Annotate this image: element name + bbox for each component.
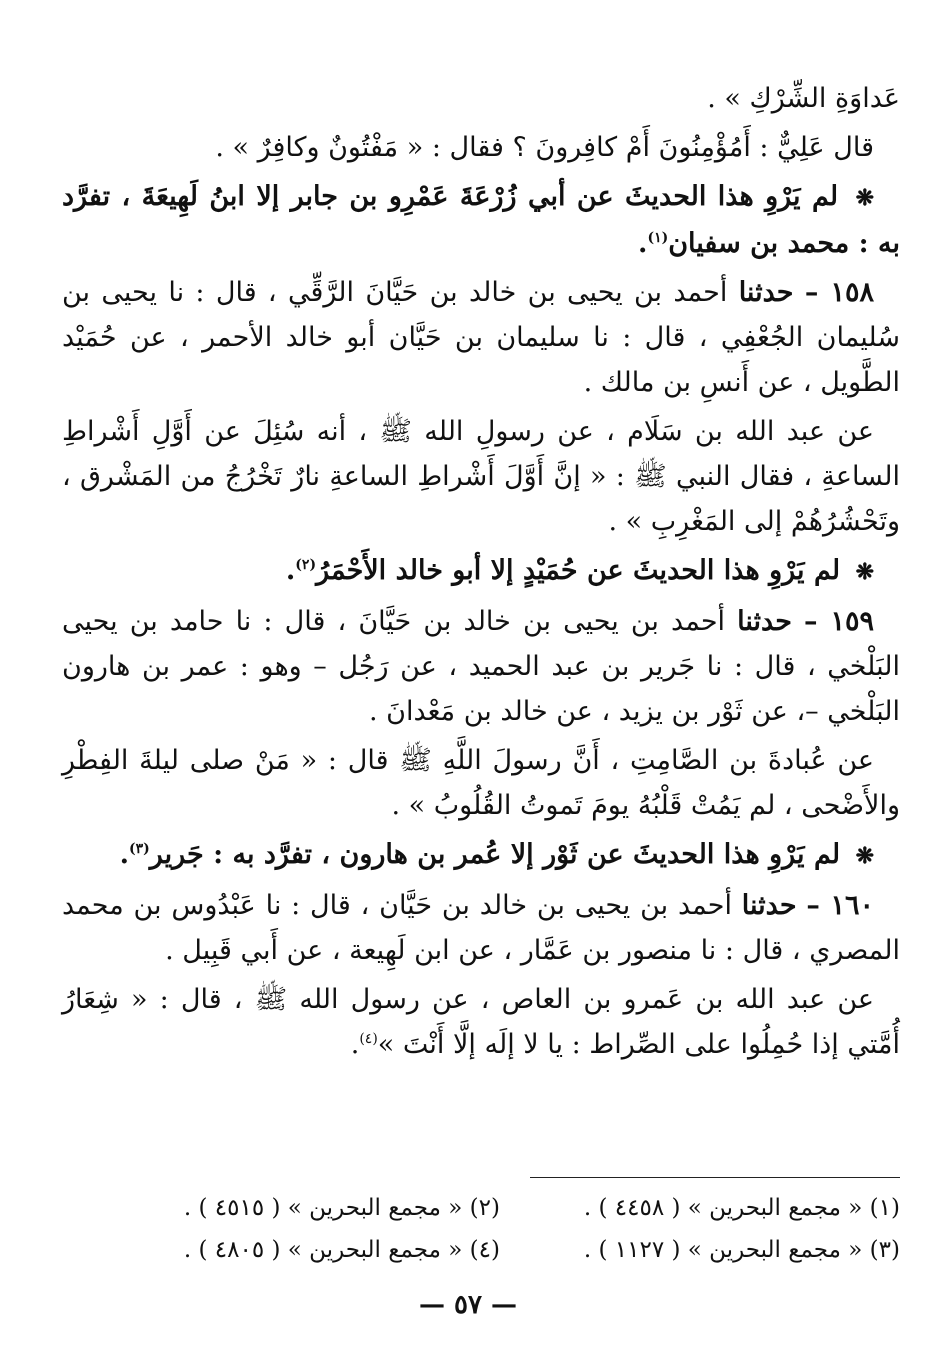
flower-star-icon: ❋ <box>855 185 875 211</box>
page-body <box>62 76 900 1071</box>
hadith-159-lead: حدثنا <box>737 606 792 637</box>
remark-3 <box>62 832 900 879</box>
remark-1-text: لم يَرْوِ هذا الحديثَ عن أبي زُرْعَةَ عَمْرِو بن جابر إلا ابنُ لَهِيعَةَ ، تفرَّد به : محمد بن سفيان <box>62 181 900 259</box>
remark-1 <box>62 174 900 266</box>
footnote-item <box>100 1229 500 1271</box>
paragraph-2-text: قال عَلِيٌّ : أَمُؤْمِنُونَ أَمْ كافِرونَ ؟ فقال : « مَفْتُونٌ وكافِرٌ » . <box>215 132 874 163</box>
footnote-ref-2: (٢) <box>295 557 317 573</box>
paragraph-11 <box>62 977 900 1067</box>
footnote-divider <box>530 1177 900 1178</box>
paragraph-1-text: عَداوَةِ الشِّرْكِ » . <box>707 83 900 114</box>
hadith-160-lead: حدثنا <box>741 890 797 921</box>
paragraph-2 <box>62 125 900 170</box>
paragraph-11-text: عن عبد الله بن عَمرو بن العاص ، عن رسول الله ﷺ ، قال : « شِعَارُ أُمَّتي إذا حُمِلُوا على الصِّراط : يا لا إلَه إلَّا أَنْتَ » <box>62 984 900 1060</box>
footnote-number: (٢) <box>469 1195 500 1221</box>
hadith-158 <box>62 270 900 405</box>
footnote-text: « مجمع البحرين » ( ٤٨٠٥ ) . <box>183 1237 463 1263</box>
footnote-text: « مجمع البحرين » ( ٤٤٥٨ ) . <box>583 1195 863 1221</box>
hadith-159-text: أحمد بن يحيى بن خالد بن حَيَّانَ ، قال : نا حامد بن يحيى البَلْخي ، قال : نا جَرير بن عبد الحميد ، عن رَجُل – وهو : عمر بن هارون البَلْخي –، عن ثَوْر بن يزيد ، عن خالد بن مَعْدانَ . <box>62 606 900 727</box>
footnote-number: (٣) <box>869 1237 900 1263</box>
hadith-160 <box>62 883 900 973</box>
footnote-row <box>100 1229 900 1271</box>
remark-3-end: . <box>119 839 129 870</box>
hadith-158-number: ١٥٨ – <box>804 277 874 308</box>
paragraph-1 <box>62 76 900 121</box>
footnote-ref-4: (٤) <box>359 1031 378 1047</box>
footnote-ref-3: (٣) <box>128 841 150 857</box>
footnote-item <box>500 1229 900 1271</box>
footnote-number: (١) <box>869 1195 900 1221</box>
remark-2 <box>62 548 900 595</box>
paragraph-5 <box>62 409 900 544</box>
footnote-text: « مجمع البحرين » ( ١١٢٧ ) . <box>583 1237 863 1263</box>
page-number: — ٥٧ — <box>418 1290 518 1320</box>
footnote-number: (٤) <box>469 1237 500 1263</box>
remark-3-text: لم يَرْوِ هذا الحديثَ عن ثَوْر إلا عُمر بن هارون ، تفرَّد به : جَرير <box>149 839 841 870</box>
hadith-160-number: ١٦٠ – <box>806 890 874 921</box>
hadith-158-text: أحمد بن يحيى بن خالد بن حَيَّانَ الرَّقِّي ، قال : نا يحيى بن سُليمان الجُعْفِي ، قال : نا سليمان بن حَيَّان أبو خالد الأحمر ، عن حُمَيْد الطَّويل ، عن أَنسِ بن مالك . <box>62 277 900 398</box>
footnote-row <box>100 1187 900 1229</box>
hadith-159 <box>62 599 900 734</box>
remark-2-text: لم يَرْوِ هذا الحديثَ عن حُمَيْدٍ إلا أبو خالد الأَحْمَرُ <box>316 555 841 586</box>
paragraph-11-end: . <box>350 1029 360 1060</box>
footnote-item <box>100 1187 500 1229</box>
footnote-text: « مجمع البحرين » ( ٤٥١٥ ) . <box>183 1195 463 1221</box>
remark-2-end: . <box>285 555 296 586</box>
footnote-item <box>500 1187 900 1229</box>
paragraph-5-text: عن عبد الله بن سَلَام ، عن رسولِ الله ﷺ ، أنه سُئِلَ عن أَوَّلِ أَشْراطِ الساعةِ ، فقال النبي ﷺ : « إنَّ أَوَّلَ أَشْراطِ الساعةِ نارٌ تَخْرُجُ من المَشْرق ، وتَحْشُرُهُمْ إلى المَغْرِبِ » . <box>62 416 900 537</box>
hadith-159-number: ١٥٩ – <box>804 606 874 637</box>
footnotes <box>100 1187 900 1271</box>
footnote-ref-1: (١) <box>647 230 669 246</box>
paragraph-8-text: عن عُبادةَ بن الصَّامِتِ ، أَنَّ رسولَ اللَّهِ ﷺ قال : « مَنْ صلى ليلةَ الفِطْرِ والأَضْحى ، لم يَمُتْ قَلْبُهُ يومَ تَموتُ القُلُوبُ » . <box>62 745 900 821</box>
flower-star-icon: ❋ <box>855 843 874 869</box>
remark-1-end: . <box>638 228 648 259</box>
hadith-158-lead: حدثنا <box>738 277 794 308</box>
hadith-160-text: أحمد بن يحيى بن خالد بن حَيَّان ، قال : نا عَبْدُوس بن محمد المصري ، قال : نا منصور بن عَمَّار ، عن ابن لَهِيعة ، عن أَبي قَبِيل . <box>62 890 900 966</box>
flower-star-icon: ❋ <box>855 559 874 585</box>
paragraph-8 <box>62 738 900 828</box>
